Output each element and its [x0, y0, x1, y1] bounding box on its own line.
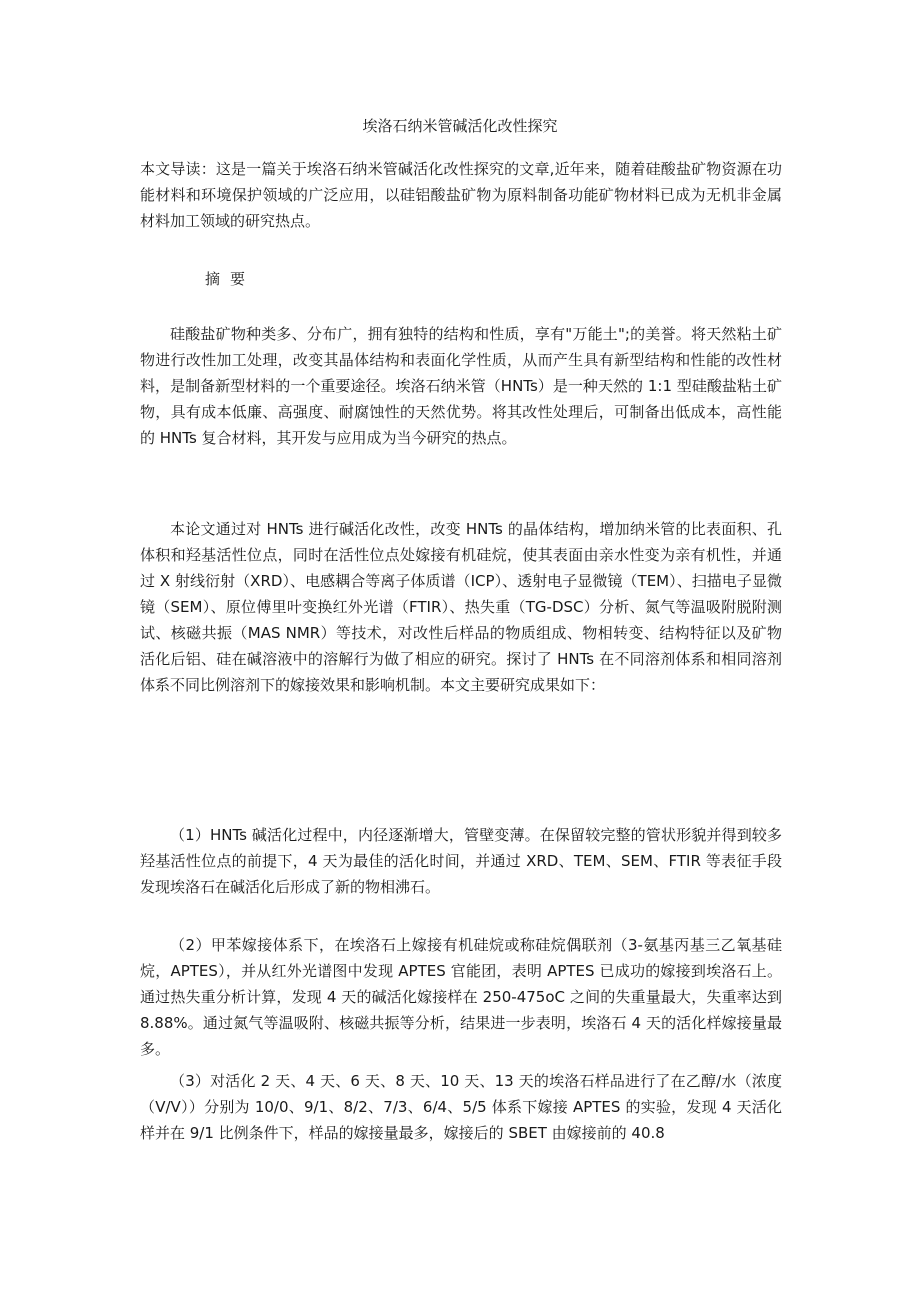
- abstract-heading: 摘要: [205, 270, 256, 288]
- intro-paragraph: 本文导读：这是一篇关于埃洛石纳米管碱活化改性探究的文章,近年来，随着硅酸盐矿物资源在功能材料和环境保护领域的广泛应用，以硅铝酸盐矿物为原料制备功能矿物材料已成为无机非金属材料加工领域的研究热点。: [140, 160, 782, 230]
- result-paragraph-3: （3）对活化 2 天、4 天、6 天、8 天、10 天、13 天的埃洛石样品进行了在乙醇/水（浓度（V/V））分别为 10/0、9/1、8/2、7/3、6/4、5/5 体系下嫁接 APTES 的实验，发现 4 天活化样并在 9/1 比例条件下，样品的嫁接量最多，嫁接后的 SBET 由嫁接前的 40.8: [140, 1072, 782, 1142]
- body-paragraph: 本论文通过对 HNTs 进行碱活化改性，改变 HNTs 的晶体结构，增加纳米管的比表面积、孔体积和羟基活性位点，同时在活性位点处嫁接有机硅烷，使其表面由亲水性变为亲有机性，并通过 X 射线衍射（XRD）、电感耦合等离子体质谱（ICP）、透射电子显微镜（TEM）、扫描电子显微镜（SEM）、原位傅里叶变换红外光谱（FTIR）、热失重（TG-DSC）分析、氮气等温吸附脱附测试、核磁共振（MAS NMR）等技术，对改性后样品的物质组成、物相转变、结构特征以及矿物活化后铝、硅在碱溶液中的溶解行为做了相应的研究。探讨了 HNTs 在不同溶剂体系和相同溶剂体系不同比例溶剂下的嫁接效果和影响机制。本文主要研究成果如下：: [140, 520, 782, 694]
- body-paragraph: 硅酸盐矿物种类多、分布广，拥有独特的结构和性质，享有"万能土";的美誉。将天然粘土矿物进行改性加工处理，改变其晶体结构和表面化学性质，从而产生具有新型结构和性能的改性材料，是制备新型材料的一个重要途径。埃洛石纳米管（HNTs）是一种天然的 1:1 型硅酸盐粘土矿物，具有成本低廉、高强度、耐腐蚀性的天然优势。将其改性处理后，可制备出低成本，高性能的 HNTs 复合材料，其开发与应用成为当今研究的热点。: [140, 325, 782, 447]
- result-paragraph-2: （2）甲苯嫁接体系下，在埃洛石上嫁接有机硅烷或称硅烷偶联剂（3-氨基丙基三乙氧基硅烷，APTES），并从红外光谱图中发现 APTES 官能团，表明 APTES 已成功的嫁接到埃洛石上。通过热失重分析计算，发现 4 天的碱活化嫁接样在 250-475oC 之间的失重量最大，失重率达到 8.88%。通过氮气等温吸附、核磁共振等分析，结果进一步表明，埃洛石 4 天的活化样嫁接量最多。: [140, 936, 782, 1058]
- document-title: 埃洛石纳米管碱活化改性探究: [362, 117, 558, 135]
- result-paragraph-1: （1）HNTs 碱活化过程中，内径逐渐增大，管壁变薄。在保留较完整的管状形貌并得到较多羟基活性位点的前提下，4 天为最佳的活化时间，并通过 XRD、TEM、SEM、FTIR 等表征手段发现埃洛石在碱活化后形成了新的物相沸石。: [140, 826, 782, 896]
